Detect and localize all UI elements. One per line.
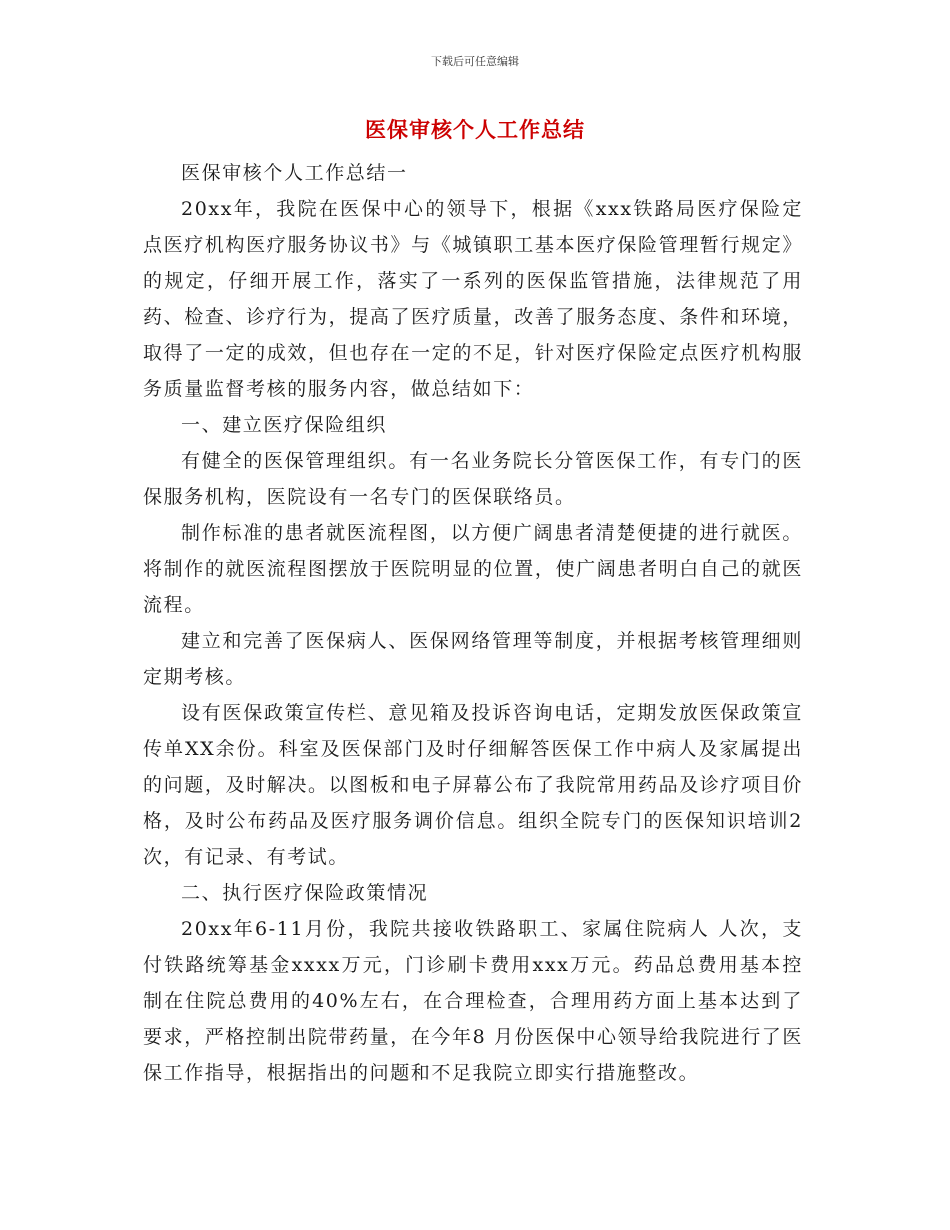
section-heading: 二、执行医疗保险政策情况 (181, 882, 429, 904)
body-paragraph: 有健全的医保管理组织。有一名业务院长分管医保工作，有专门的医保服务机构，医院设有一名专门的医保联络员。 (143, 450, 803, 508)
document-title: 医保审核个人工作总结 (365, 118, 585, 142)
body-paragraph: 20xx年，我院在医保中心的领导下，根据《xxx铁路局医疗保险定点医疗机构医疗服务协议书》与《城镇职工基本医疗保险管理暂行规定》的规定，仔细开展工作，落实了一系列的医保监管措施，法律规范了用药、检查、诊疗行为，提高了医疗质量，改善了服务态度、条件和环境，取得了一定的成效，但也存在一定的不足，针对医疗保险定点医疗机构服务质量监督考核的服务内容，做总结如下： (143, 198, 803, 400)
section-heading: 医保审核个人工作总结一 (181, 162, 408, 184)
page-header-note: 下载后可任意编辑 (431, 55, 519, 68)
body-paragraph: 20xx年6-11月份，我院共接收铁路职工、家属住院病人 人次，支付铁路统筹基金xxxx万元，门诊刷卡费用xxx万元。药品总费用基本控制在住院总费用的40%左右，在合理检查，合理用药方面上基本达到了要求，严格控制出院带药量，在今年8 月份医保中心领导给我院进行了医保工作指导，根据指出的问题和不足我院立即实行措施整改。 (143, 918, 803, 1084)
body-paragraph: 建立和完善了医保病人、医保网络管理等制度，并根据考核管理细则定期考核。 (143, 630, 803, 688)
body-paragraph: 制作标准的患者就医流程图，以方便广阔患者清楚便捷的进行就医。将制作的就医流程图摆放于医院明显的位置，使广阔患者明白自己的就医流程。 (143, 522, 803, 616)
document-body (143, 155, 803, 1091)
body-paragraph: 设有医保政策宣传栏、意见箱及投诉咨询电话，定期发放医保政策宣传单XX余份。科室及医保部门及时仔细解答医保工作中病人及家属提出的问题，及时解决。以图板和电子屏幕公布了我院常用药品及诊疗项目价格，及时公布药品及医疗服务调价信息。组织全院专门的医保知识培训2次，有记录、有考试。 (143, 702, 803, 868)
section-heading: 一、建立医疗保险组织 (181, 414, 388, 436)
